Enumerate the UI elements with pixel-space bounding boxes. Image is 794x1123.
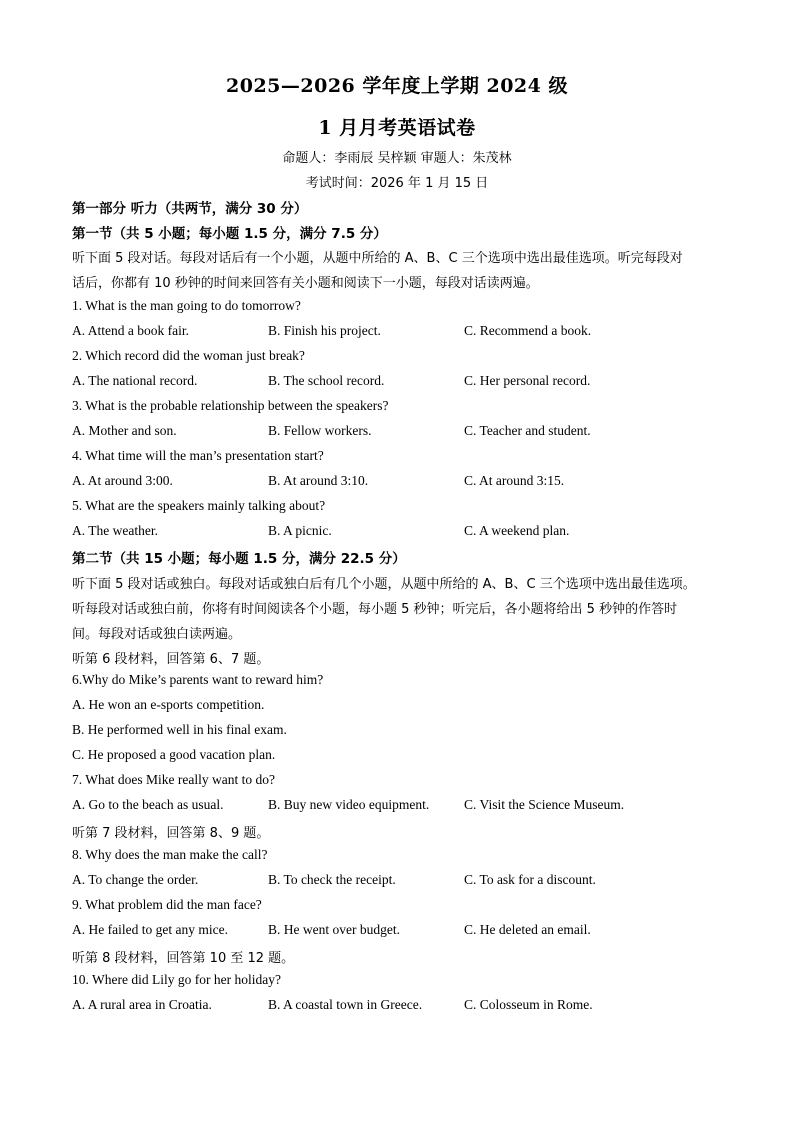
question-6: 6.Why do Mike’s parents want to reward him? — [72, 672, 324, 687]
option-b: B. Finish his project. — [268, 323, 381, 338]
question-8: 8. Why does the man make the call? — [72, 847, 268, 862]
question-3: 3. What is the probable relationship between the speakers? — [72, 398, 389, 413]
section2-instruction: 听下面 5 段对话或独白。每段对话或独白后有几个小题，从题中所给的 A、B、C 三个选项中选出最佳选项。 — [72, 577, 696, 592]
question-1-options — [72, 323, 732, 341]
section2-heading: 第二节（共 15 小题；每小题 1.5 分，满分 22.5 分） — [72, 551, 406, 567]
exam-title-line1: 2025—2026 学年度上学期 2024 级 — [226, 75, 568, 97]
question-9-options — [72, 922, 732, 940]
section2-instruction: 间。每段对话或独白读两遍。 — [72, 627, 242, 642]
option-b: B. He went over budget. — [268, 922, 400, 937]
exam-authors: 命题人：李雨辰 吴梓颖 审题人：朱茂林 — [282, 151, 512, 166]
section1-instruction: 话后，你都有 10 秒钟的时间来回答有关小题和阅读下一小题，每段对话读两遍。 — [72, 276, 539, 291]
option-a: A. Mother and son. — [72, 423, 177, 438]
option-b: B. A picnic. — [268, 523, 332, 538]
question-10: 10. Where did Lily go for her holiday? — [72, 972, 281, 987]
option-a: A. The weather. — [72, 523, 158, 538]
section1-instruction: 听下面 5 段对话。每段对话后有一个小题，从题中所给的 A、B、C 三个选项中选出最佳选项。听完每段对 — [72, 251, 683, 266]
question-7-options — [72, 797, 732, 815]
option-b: B. Buy new video equipment. — [268, 797, 430, 812]
question-2-options — [72, 373, 732, 391]
section2-instruction: 听每段对话或独白前，你将有时间阅读各个小题，每小题 5 秒钟；听完后，各小题将给出 5 秒钟的作答时 — [72, 602, 678, 617]
question-5-options — [72, 523, 732, 541]
option-c: C. Visit the Science Museum. — [464, 797, 625, 812]
option-c: C. He proposed a good vacation plan. — [72, 747, 276, 762]
option-a: A. He failed to get any mice. — [72, 922, 228, 937]
option-b: B. A coastal town in Greece. — [268, 997, 423, 1012]
option-a: A. Attend a book fair. — [72, 323, 189, 338]
option-c: C. Recommend a book. — [464, 323, 592, 338]
question-10-options — [72, 997, 732, 1015]
option-b: B. The school record. — [268, 373, 385, 388]
question-5: 5. What are the speakers mainly talking about? — [72, 498, 326, 513]
material-6-note: 听第 6 段材料，回答第 6、7 题。 — [72, 652, 270, 667]
option-c: C. Colosseum in Rome. — [464, 997, 593, 1012]
material-7-note: 听第 7 段材料，回答第 8、9 题。 — [72, 826, 270, 841]
material-8-note: 听第 8 段材料，回答第 10 至 12 题。 — [72, 951, 295, 966]
question-1: 1. What is the man going to do tomorrow? — [72, 298, 301, 313]
question-4-options — [72, 473, 732, 491]
option-c: C. At around 3:15. — [464, 473, 565, 488]
option-b: B. At around 3:10. — [268, 473, 369, 488]
part1-heading: 第一部分 听力（共两节，满分 30 分） — [72, 201, 308, 217]
question-2: 2. Which record did the woman just break? — [72, 348, 305, 363]
option-a: A. The national record. — [72, 373, 198, 388]
option-b: B. To check the receipt. — [268, 872, 396, 887]
option-a: A. He won an e-sports competition. — [72, 697, 265, 712]
option-b: B. Fellow workers. — [268, 423, 372, 438]
question-3-options — [72, 423, 732, 441]
question-7: 7. What does Mike really want to do? — [72, 772, 275, 787]
question-8-options — [72, 872, 732, 890]
option-a: A. At around 3:00. — [72, 473, 173, 488]
section1-heading: 第一节（共 5 小题；每小题 1.5 分，满分 7.5 分） — [72, 226, 387, 242]
option-c: C. A weekend plan. — [464, 523, 570, 538]
option-c: C. He deleted an email. — [464, 922, 591, 937]
option-b: B. He performed well in his final exam. — [72, 722, 287, 737]
question-4: 4. What time will the man’s presentation start? — [72, 448, 324, 463]
option-c: C. To ask for a discount. — [464, 872, 596, 887]
exam-title-line2: 1 月月考英语试卷 — [318, 117, 476, 139]
option-a: A. Go to the beach as usual. — [72, 797, 224, 812]
option-c: C. Her personal record. — [464, 373, 591, 388]
option-a: A. To change the order. — [72, 872, 199, 887]
option-c: C. Teacher and student. — [464, 423, 591, 438]
exam-time: 考试时间：2026 年 1 月 15 日 — [305, 176, 489, 191]
question-9: 9. What problem did the man face? — [72, 897, 262, 912]
option-a: A. A rural area in Croatia. — [72, 997, 212, 1012]
